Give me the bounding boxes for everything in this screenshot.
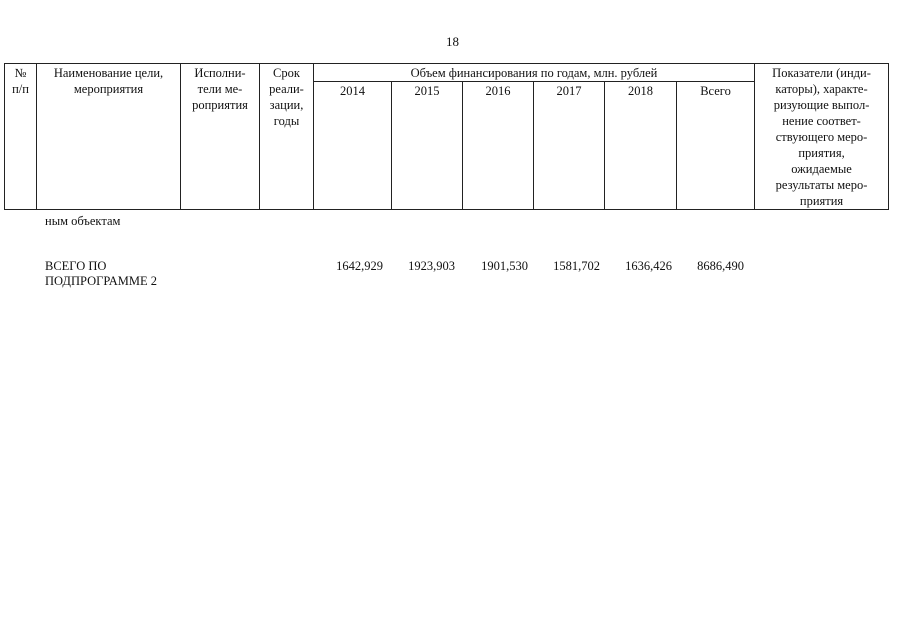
funding-table: [4, 63, 889, 210]
total-value-all: 8686,490: [697, 259, 744, 273]
header-year-2017: 2017: [534, 82, 605, 210]
continuation-text: ным объектам: [45, 214, 121, 228]
total-value-2014: 1642,929: [336, 259, 383, 273]
header-goal-name: Наименование цели, мероприятия: [37, 64, 181, 210]
header-year-2018: 2018: [605, 82, 677, 210]
total-value-2018: 1636,426: [625, 259, 672, 273]
total-value-2016: 1901,530: [481, 259, 528, 273]
page-number: 18: [446, 34, 459, 49]
header-year-2014: 2014: [314, 82, 392, 210]
total-value-2017: 1581,702: [553, 259, 600, 273]
total-value-2015: 1923,903: [408, 259, 455, 273]
header-year-2015: 2015: [392, 82, 463, 210]
header-funding-group: Объем финансирования по годам, млн. рублей: [314, 64, 755, 82]
header-indicators: Показатели (инди- каторы), характе- ризующие выпол- нение соответ- ствующего меро- приятия, ожидаемые результаты меро- приятия: [755, 64, 889, 210]
header-number: № п/п: [5, 64, 37, 210]
header-year-2016: 2016: [463, 82, 534, 210]
header-term: Срок реали- зации, годы: [260, 64, 314, 210]
header-executors: Исполни- тели ме- роприятия: [181, 64, 260, 210]
header-total: Всего: [677, 82, 755, 210]
total-label: ВСЕГО ПО ПОДПРОГРАММЕ 2: [45, 259, 157, 288]
